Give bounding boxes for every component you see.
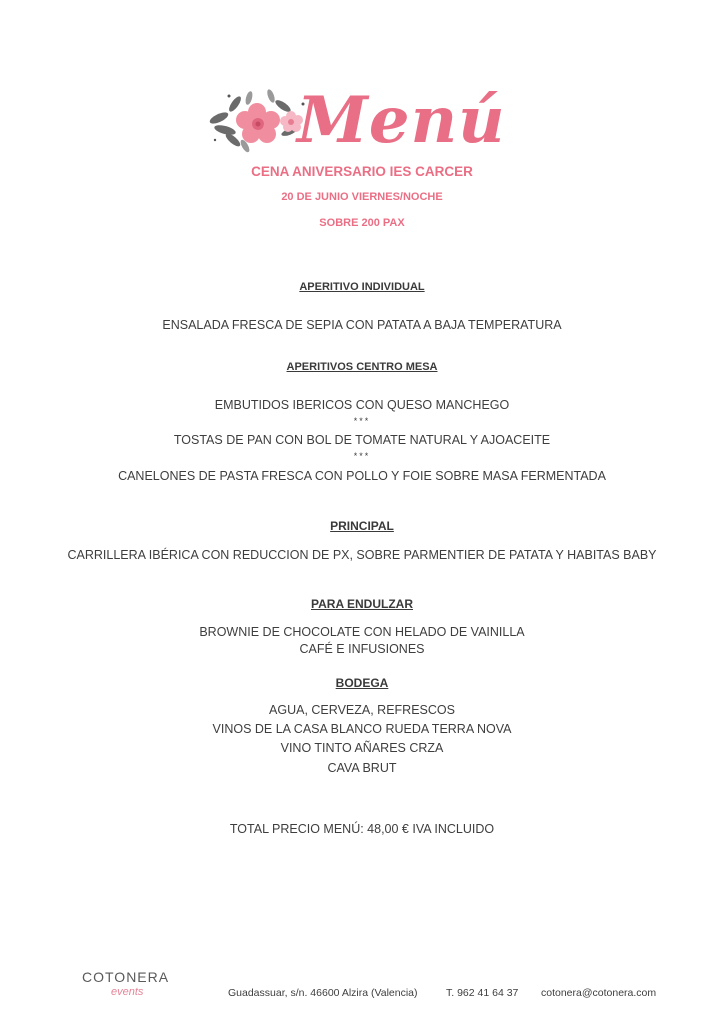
separator: ***	[353, 451, 371, 461]
event-name: CENA ANIVERSARIO IES CARCER	[251, 164, 473, 179]
section-title-aperitivo-individual: APERITIVO INDIVIDUAL	[299, 281, 425, 293]
menu-item: AGUA, CERVEZA, REFRESCOS	[269, 703, 455, 717]
event-guests: SOBRE 200 PAX	[319, 217, 405, 229]
menu-item: TOSTAS DE PAN CON BOL DE TOMATE NATURAL Y AJOACEITE	[173, 433, 551, 447]
section-title-bodega: BODEGA	[335, 676, 389, 690]
menu-title: Menú	[297, 83, 506, 158]
brand-logo-subtext: events	[111, 986, 144, 998]
section-title-principal: PRINCIPAL	[330, 519, 394, 533]
section-title-endulzar: PARA ENDULZAR	[311, 597, 413, 611]
footer-phone: T. 962 41 64 37	[446, 987, 519, 999]
section-title-aperitivos-centro: APERITIVOS CENTRO MESA	[286, 361, 438, 373]
menu-item: CARRILLERA IBÉRICA CON REDUCCION DE PX, SOBRE PARMENTIER DE PATATA Y HABITAS BABY	[67, 548, 657, 562]
menu-item: CAFÉ E INFUSIONES	[299, 642, 425, 656]
menu-item: ENSALADA FRESCA DE SEPIA CON PATATA A BAJA TEMPERATURA	[162, 318, 562, 332]
footer-address: Guadassuar, s/n. 46600 Alzira (Valencia)	[228, 987, 418, 999]
menu-header-logo	[205, 82, 535, 160]
footer-email: cotonera@cotonera.com	[541, 987, 657, 999]
menu-item: CAVA BRUT	[327, 761, 397, 775]
menu-item: VINOS DE LA CASA BLANCO RUEDA TERRA NOVA	[212, 722, 512, 736]
menu-item: VINO TINTO AÑARES CRZA	[280, 741, 444, 755]
event-date: 20 DE JUNIO VIERNES/NOCHE	[281, 191, 443, 203]
menu-item: CANELONES DE PASTA FRESCA CON POLLO Y FOIE SOBRE MASA FERMENTADA	[118, 469, 606, 483]
brand-logo-text: COTONERA	[82, 969, 170, 985]
separator: ***	[353, 416, 371, 426]
total-price: TOTAL PRECIO MENÚ: 48,00 € IVA INCLUIDO	[229, 822, 495, 836]
menu-item: BROWNIE DE CHOCOLATE CON HELADO DE VAINILLA	[199, 625, 525, 639]
menu-item: EMBUTIDOS IBERICOS CON QUESO MANCHEGO	[214, 398, 510, 412]
